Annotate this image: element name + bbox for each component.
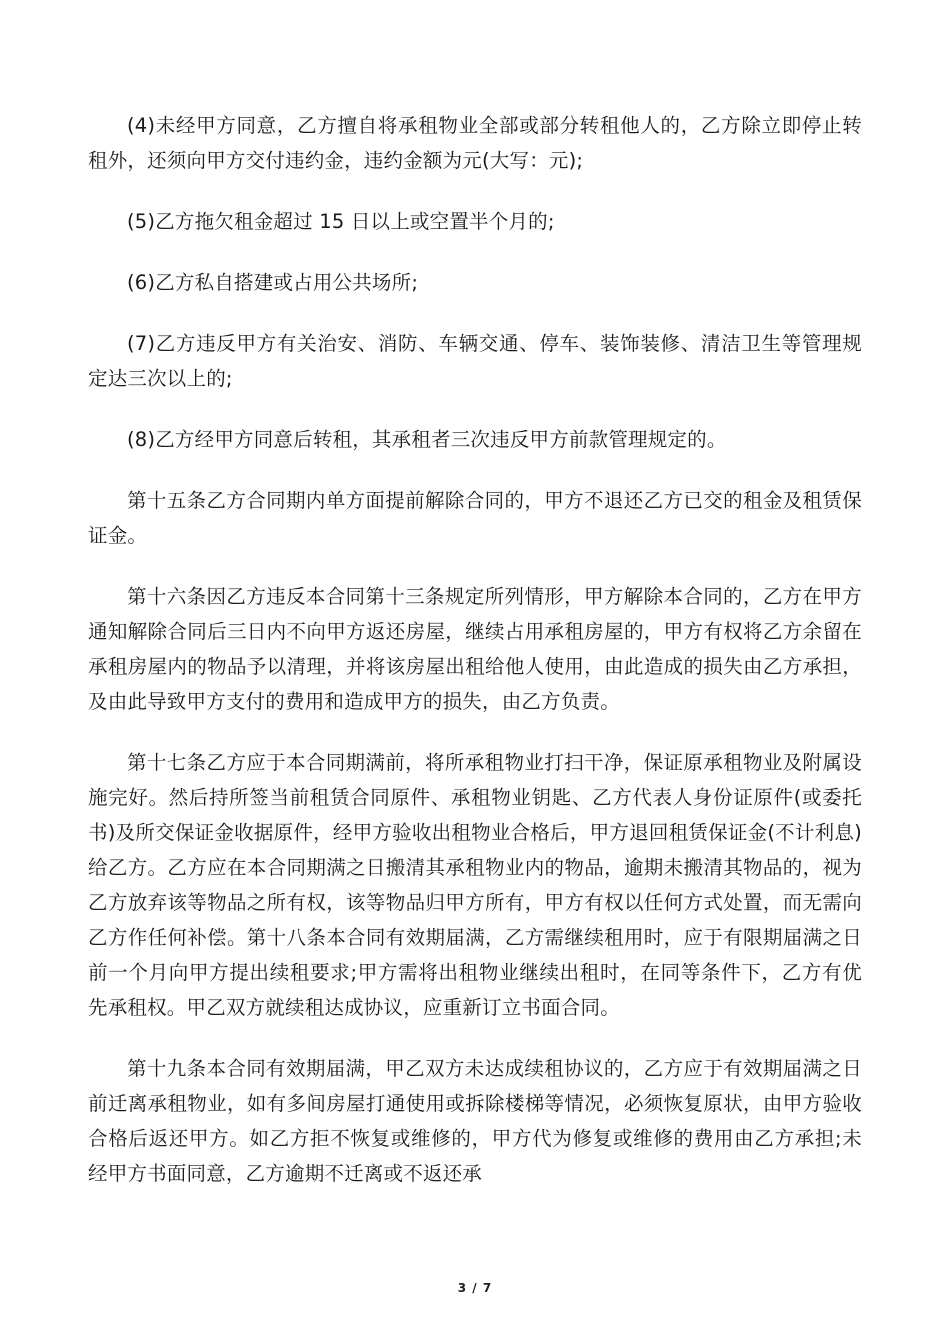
document-body <box>88 108 862 1217</box>
clause-item-6: (6)乙方私自搭建或占用公共场所; <box>127 271 419 294</box>
clause-item-4: (4)未经甲方同意，乙方擅自将承租物业全部或部分转租他人的，乙方除立即停止转租外，还须向甲方交付违约金，违约金额为元(大写：元); <box>88 114 862 172</box>
article-19: 第十九条本合同有效期届满，甲乙双方未达成续租协议的，乙方应于有效期届满之日前迁离承租物业，如有多间房屋打通使用或拆除楼梯等情况，必须恢复原状，由甲方验收合格后返还甲方。如乙方拒不恢复或维修的，甲方代为修复或维修的费用由乙方承担;未经甲方书面同意，乙方逾期不迁离或不返还承 <box>88 1057 862 1185</box>
clause-item-7: (7)乙方违反甲方有关治安、消防、车辆交通、停车、装饰装修、清洁卫生等管理规定达三次以上的; <box>88 332 862 390</box>
article-17-18: 第十七条乙方应于本合同期满前，将所承租物业打扫干净，保证原承租物业及附属设施完好。然后持所签当前租赁合同原件、承租物业钥匙、乙方代表人身份证原件(或委托书)及所交保证金收据原件，经甲方验收出租物业合格后，甲方退回租赁保证金(不计利息)给乙方。乙方应在本合同期满之日搬清其承租物业内的物品，逾期未搬清其物品的，视为乙方放弃该等物品之所有权，该等物品归甲方所有，甲方有权以任何方式处置，而无需向乙方作任何补偿。第十八条本合同有效期届满，乙方需继续租用时，应于有限期届满之日前一个月向甲方提出续租要求;甲方需将出租物业继续出租时，在同等条件下，乙方有优先承租权。甲乙双方就续租达成协议，应重新订立书面合同。 <box>88 751 862 1019</box>
page-number: 3 / 7 <box>457 1281 493 1295</box>
clause-item-5: (5)乙方拖欠租金超过 15 日以上或空置半个月的; <box>127 210 555 233</box>
article-16: 第十六条因乙方违反本合同第十三条规定所列情形，甲方解除本合同的，乙方在甲方通知解除合同后三日内不向甲方返还房屋，继续占用承租房屋的，甲方有权将乙方余留在承租房屋内的物品予以清理，并将该房屋出租给他人使用，由此造成的损失由乙方承担，及由此导致甲方支付的费用和造成甲方的损失，由乙方负责。 <box>88 585 862 713</box>
clause-item-8: (8)乙方经甲方同意后转租，其承租者三次违反甲方前款管理规定的。 <box>127 428 727 451</box>
article-15: 第十五条乙方合同期内单方面提前解除合同的，甲方不退还乙方已交的租金及租赁保证金。 <box>88 489 862 547</box>
